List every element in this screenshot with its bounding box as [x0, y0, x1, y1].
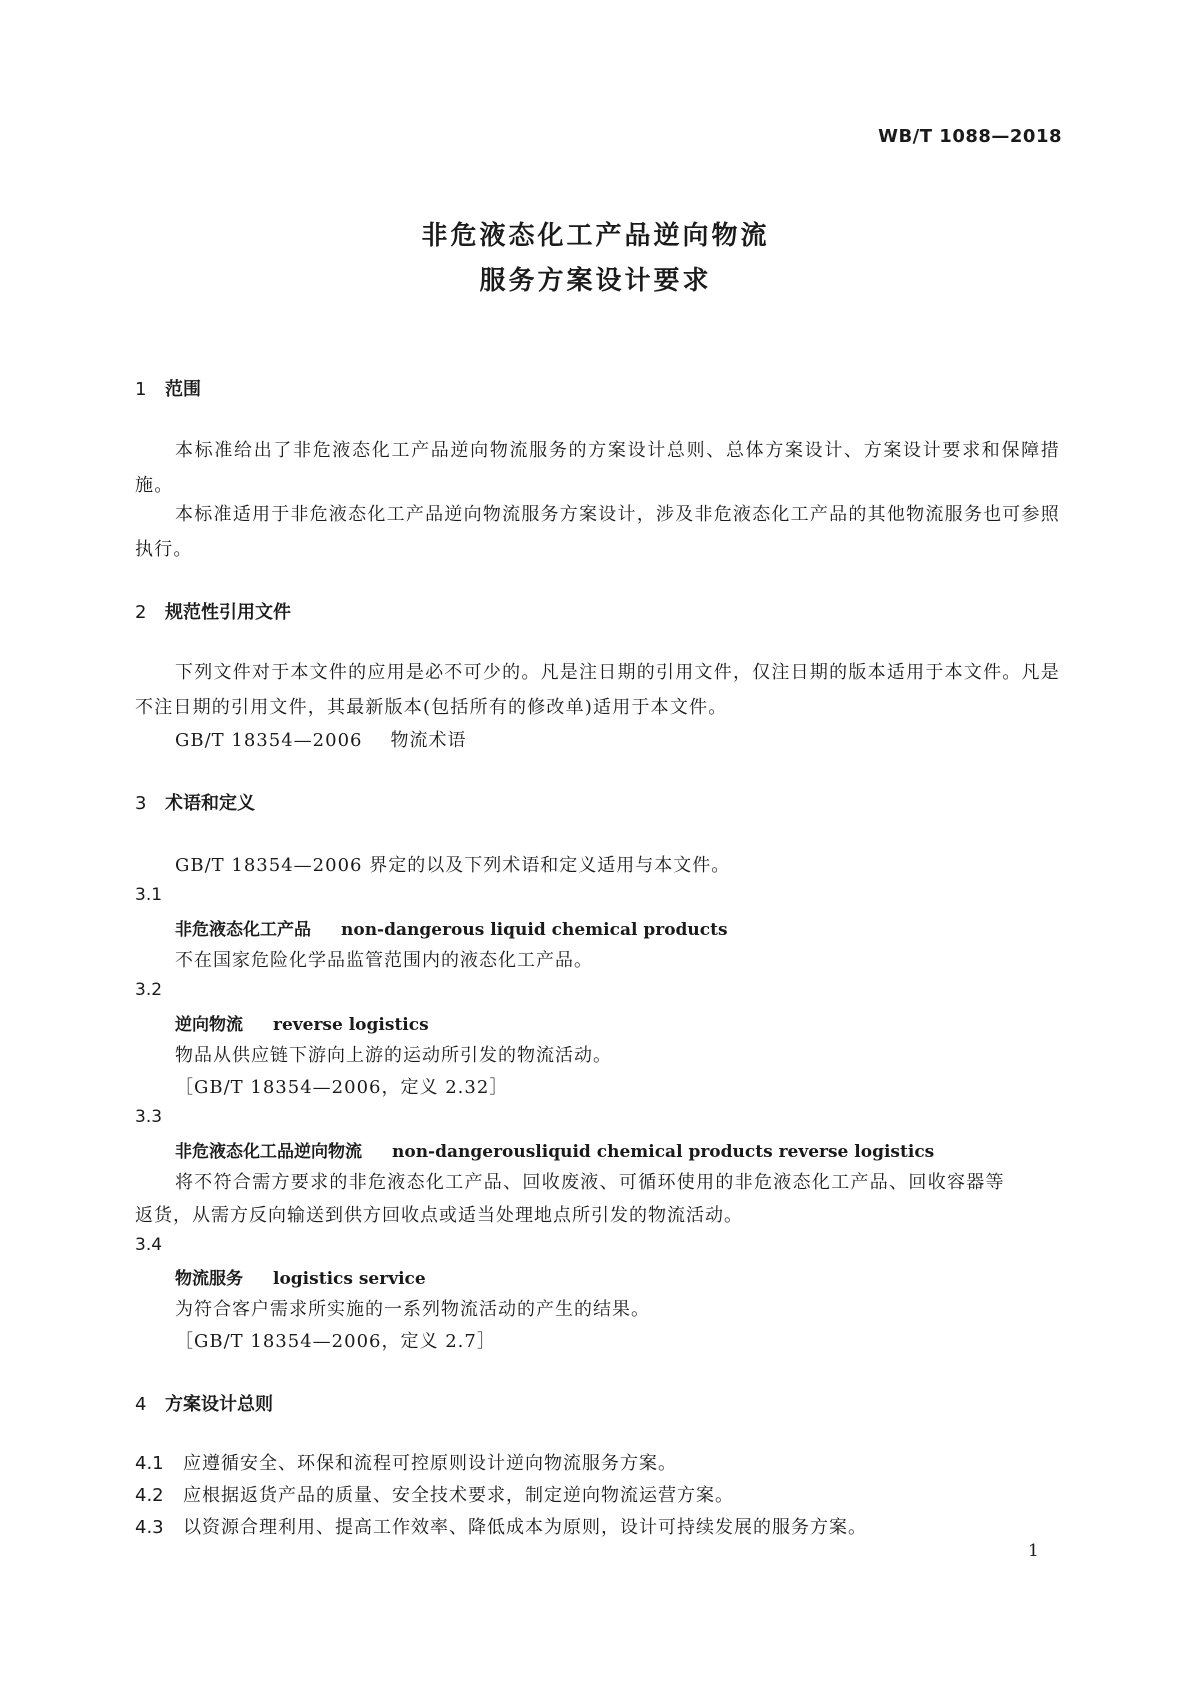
term-cn: 非危液态化工产品 — [175, 920, 311, 940]
term-cn: 物流服务 — [175, 1269, 243, 1289]
term-heading — [175, 1264, 426, 1289]
section-2-title: 规范性引用文件 — [165, 602, 291, 623]
term-number: 3.2 — [135, 980, 163, 1000]
normative-reference — [175, 726, 466, 752]
section-2-para-1: 下列文件对于本文件的应用是必不可少的。凡是注日期的引用文件，仅注日期的版本适用于本文件。凡是不注日期的引用文件，其最新版本(包括所有的修改单)适用于本文件。 — [135, 662, 1060, 718]
term-number: 3.3 — [135, 1107, 163, 1127]
term-definition: 为符合客户需求所实施的一系列物流活动的产生的结果。 — [175, 1299, 650, 1320]
section-4-heading — [135, 1390, 273, 1416]
term-cn: 非危液态化工品逆向物流 — [175, 1142, 362, 1162]
term-en: reverse logistics — [273, 1015, 429, 1035]
term-heading — [175, 1010, 429, 1035]
term-source: ［GB/T 18354—2006，定义 2.32］ — [175, 1077, 509, 1098]
section-4-title: 方案设计总则 — [165, 1394, 273, 1415]
clause-number: 4.2 — [135, 1485, 164, 1506]
term-definition: 物品从供应链下游向上游的运动所引发的物流活动。 — [175, 1045, 612, 1066]
clause-text: 以资源合理利用、提高工作效率、降低成本为原则，设计可持续发展的服务方案。 — [183, 1517, 867, 1538]
title-line-2: 服务方案设计要求 — [479, 266, 712, 296]
section-1-number: 1 — [135, 379, 147, 400]
term-number: 3.4 — [135, 1235, 163, 1255]
clause-number: 4.1 — [135, 1453, 164, 1474]
term-cn: 逆向物流 — [175, 1015, 243, 1035]
section-3-number: 3 — [135, 793, 147, 814]
section-1-para-2: 本标准适用于非危液态化工产品逆向物流服务方案设计，涉及非危液态化工产品的其他物流服务也可参照执行。 — [135, 504, 1060, 560]
reference-title: 物流术语 — [390, 730, 467, 751]
section-3-intro: GB/T 18354—2006 界定的以及下列术语和定义适用与本文件。 — [175, 855, 731, 876]
term-en: non-dangerousliquid chemical products reverse logistics — [392, 1142, 935, 1162]
term-en: non-dangerous liquid chemical products — [341, 920, 728, 940]
clause-4-3 — [135, 1513, 867, 1539]
section-3-heading — [135, 789, 255, 815]
term-definition: 不在国家危险化学品监管范围内的液态化工产品。 — [175, 950, 593, 971]
clause-text: 应遵循安全、环保和流程可控原则设计逆向物流服务方案。 — [183, 1453, 677, 1474]
term-number: 3.1 — [135, 885, 163, 905]
section-2-number: 2 — [135, 602, 147, 623]
term-source: ［GB/T 18354—2006，定义 2.7］ — [175, 1331, 496, 1352]
clause-4-1 — [135, 1449, 677, 1475]
section-1-heading — [135, 375, 201, 401]
section-1-para-1: 本标准给出了非危液态化工产品逆向物流服务的方案设计总则、总体方案设计、方案设计要求和保障措施。 — [135, 440, 1060, 496]
term-definition-line-1: 将不符合需方要求的非危液态化工产品、回收废液、可循环使用的非危液态化工产品、回收容器等 — [175, 1172, 1005, 1193]
title-line-1: 非危液态化工产品逆向物流 — [421, 221, 770, 251]
clause-number: 4.3 — [135, 1517, 164, 1538]
section-4-number: 4 — [135, 1394, 147, 1415]
term-definition-line-2: 返货，从需方反向输送到供方回收点或适当处理地点所引发的物流活动。 — [135, 1205, 743, 1226]
section-2-heading — [135, 598, 291, 624]
standard-number: WB/T 1088—2018 — [878, 126, 1062, 147]
section-3-title: 术语和定义 — [165, 793, 255, 814]
term-heading — [175, 1137, 934, 1162]
term-heading — [175, 915, 728, 940]
clause-4-2 — [135, 1481, 734, 1507]
reference-code: GB/T 18354—2006 — [175, 730, 363, 751]
term-en: logistics service — [273, 1269, 426, 1289]
section-1-title: 范围 — [165, 379, 201, 400]
clause-text: 应根据返货产品的质量、安全技术要求，制定逆向物流运营方案。 — [183, 1485, 734, 1506]
page-number: 1 — [1028, 1541, 1039, 1561]
